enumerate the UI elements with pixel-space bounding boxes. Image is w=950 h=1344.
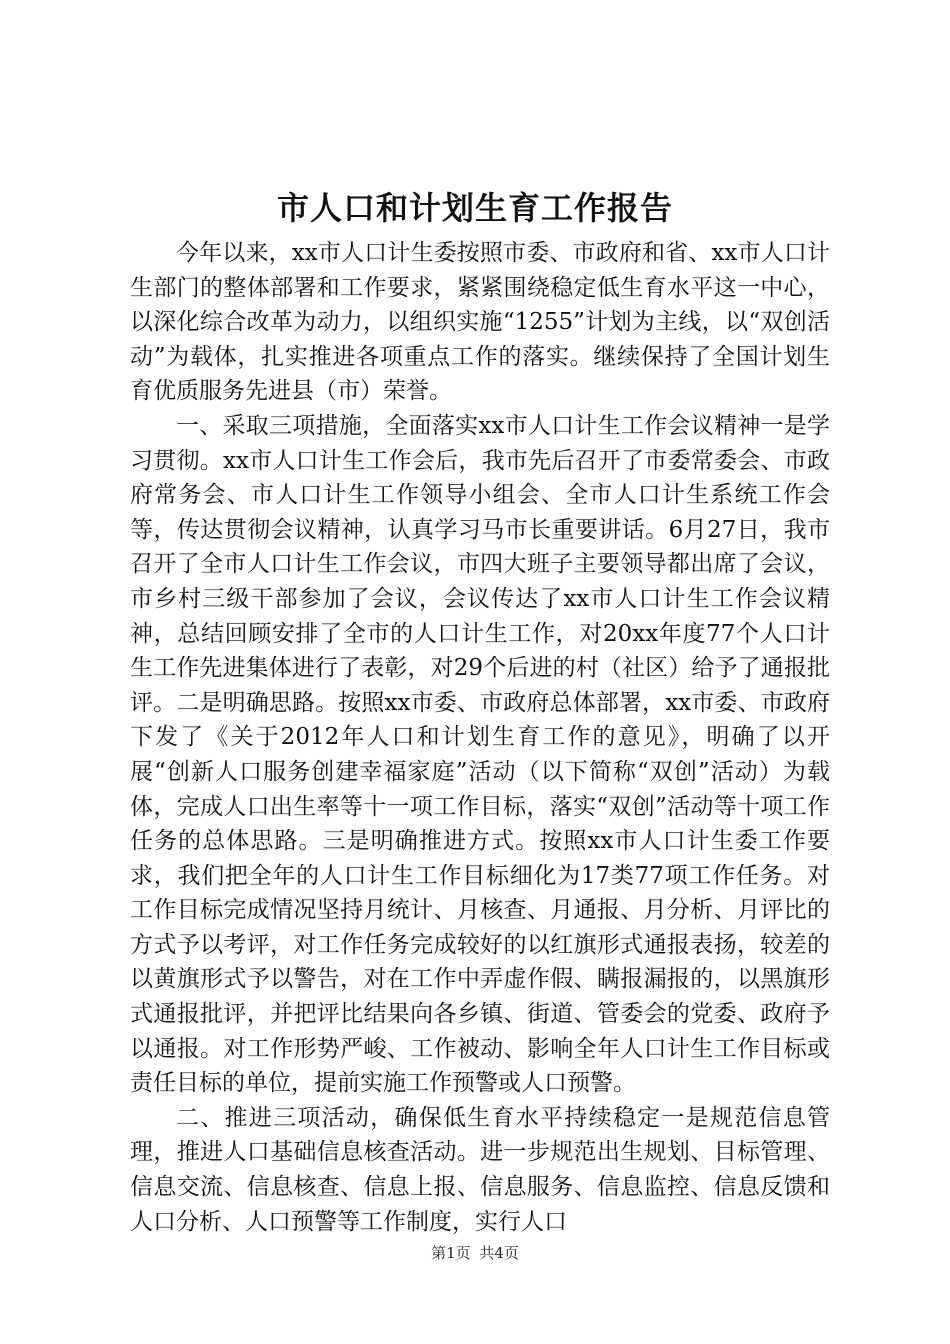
page-title: 市人口和计划生育工作报告 bbox=[276, 189, 673, 227]
page-footer bbox=[0, 1243, 950, 1263]
paragraph-intro: 今年以来，xx市人口计生委按照市委、市政府和省、xx市人口计生部门的整体部署和工作要求，紧紧围绕稳定低生育水平这一中心，以深化综合改革为动力，以组织实施“1255”计划为主线，以“双创活动”为载体，扎实推进各项重点工作的落实。继续保持了全国计划生育优质服务先进县（市）荣誉。 bbox=[130, 240, 830, 405]
page-total: 共4页 bbox=[479, 1244, 519, 1262]
document-body bbox=[130, 236, 830, 1239]
paragraph-section-two: 二、推进三项活动，确保低生育水平持续稳定一是规范信息管理，推进人口基础信息核查活动。进一步规范出生规划、目标管理、信息交流、信息核查、信息上报、信息服务、信息监控、信息反馈和人口分析、人口预警等工作制度，实行人口 bbox=[130, 1104, 830, 1235]
page-number: 第1页 bbox=[431, 1244, 471, 1262]
paragraph-section-one: 一、采取三项措施，全面落实xx市人口计生工作会议精神一是学习贯彻。xx市人口计生工作会后，我市先后召开了市委常委会、市政府常务会、市人口计生工作领导小组会、全市人口计生系统工作会等，传达贯彻会议精神，认真学习马市长重要讲话。6月27日，我市召开了全市人口计生工作会议，市四大班子主要领导都出席了会议，市乡村三级干部参加了会议，会议传达了xx市人口计生工作会议精神，总结回顾安排了全市的人口计生工作，对20xx年度77个人口计生工作先进集体进行了表彰，对29个后进的村（社区）给予了通报批评。二是明确思路。按照xx市委、市政府总体部署，xx市委、市政府下发了《关于2012年人口和计划生育工作的意见》，明确了以开展“创新人口服务创建幸福家庭”活动（以下简称“双创”活动）为载体，完成人口出生率等十一项工作目标，落实“双创”活动等十项工作任务的总体思路。三是明确推进方式。按照xx市人口计生委工作要求，我们把全年的人口计生工作目标细化为17类77项工作任务。对工作目标完成情况坚持月统计、月核查、月通报、月分析、月评比的方式予以考评，对工作任务完成较好的以红旗形式通报表扬，较差的以黄旗形式予以警告，对在工作中弄虚作假、瞒报漏报的，以黑旗形式通报批评，并把评比结果向各乡镇、街道、管委会的党委、政府予以通报。对工作形势严峻、工作被动、影响全年人口计生工作目标或责任目标的单位，提前实施工作预警或人口预警。 bbox=[130, 412, 830, 1097]
